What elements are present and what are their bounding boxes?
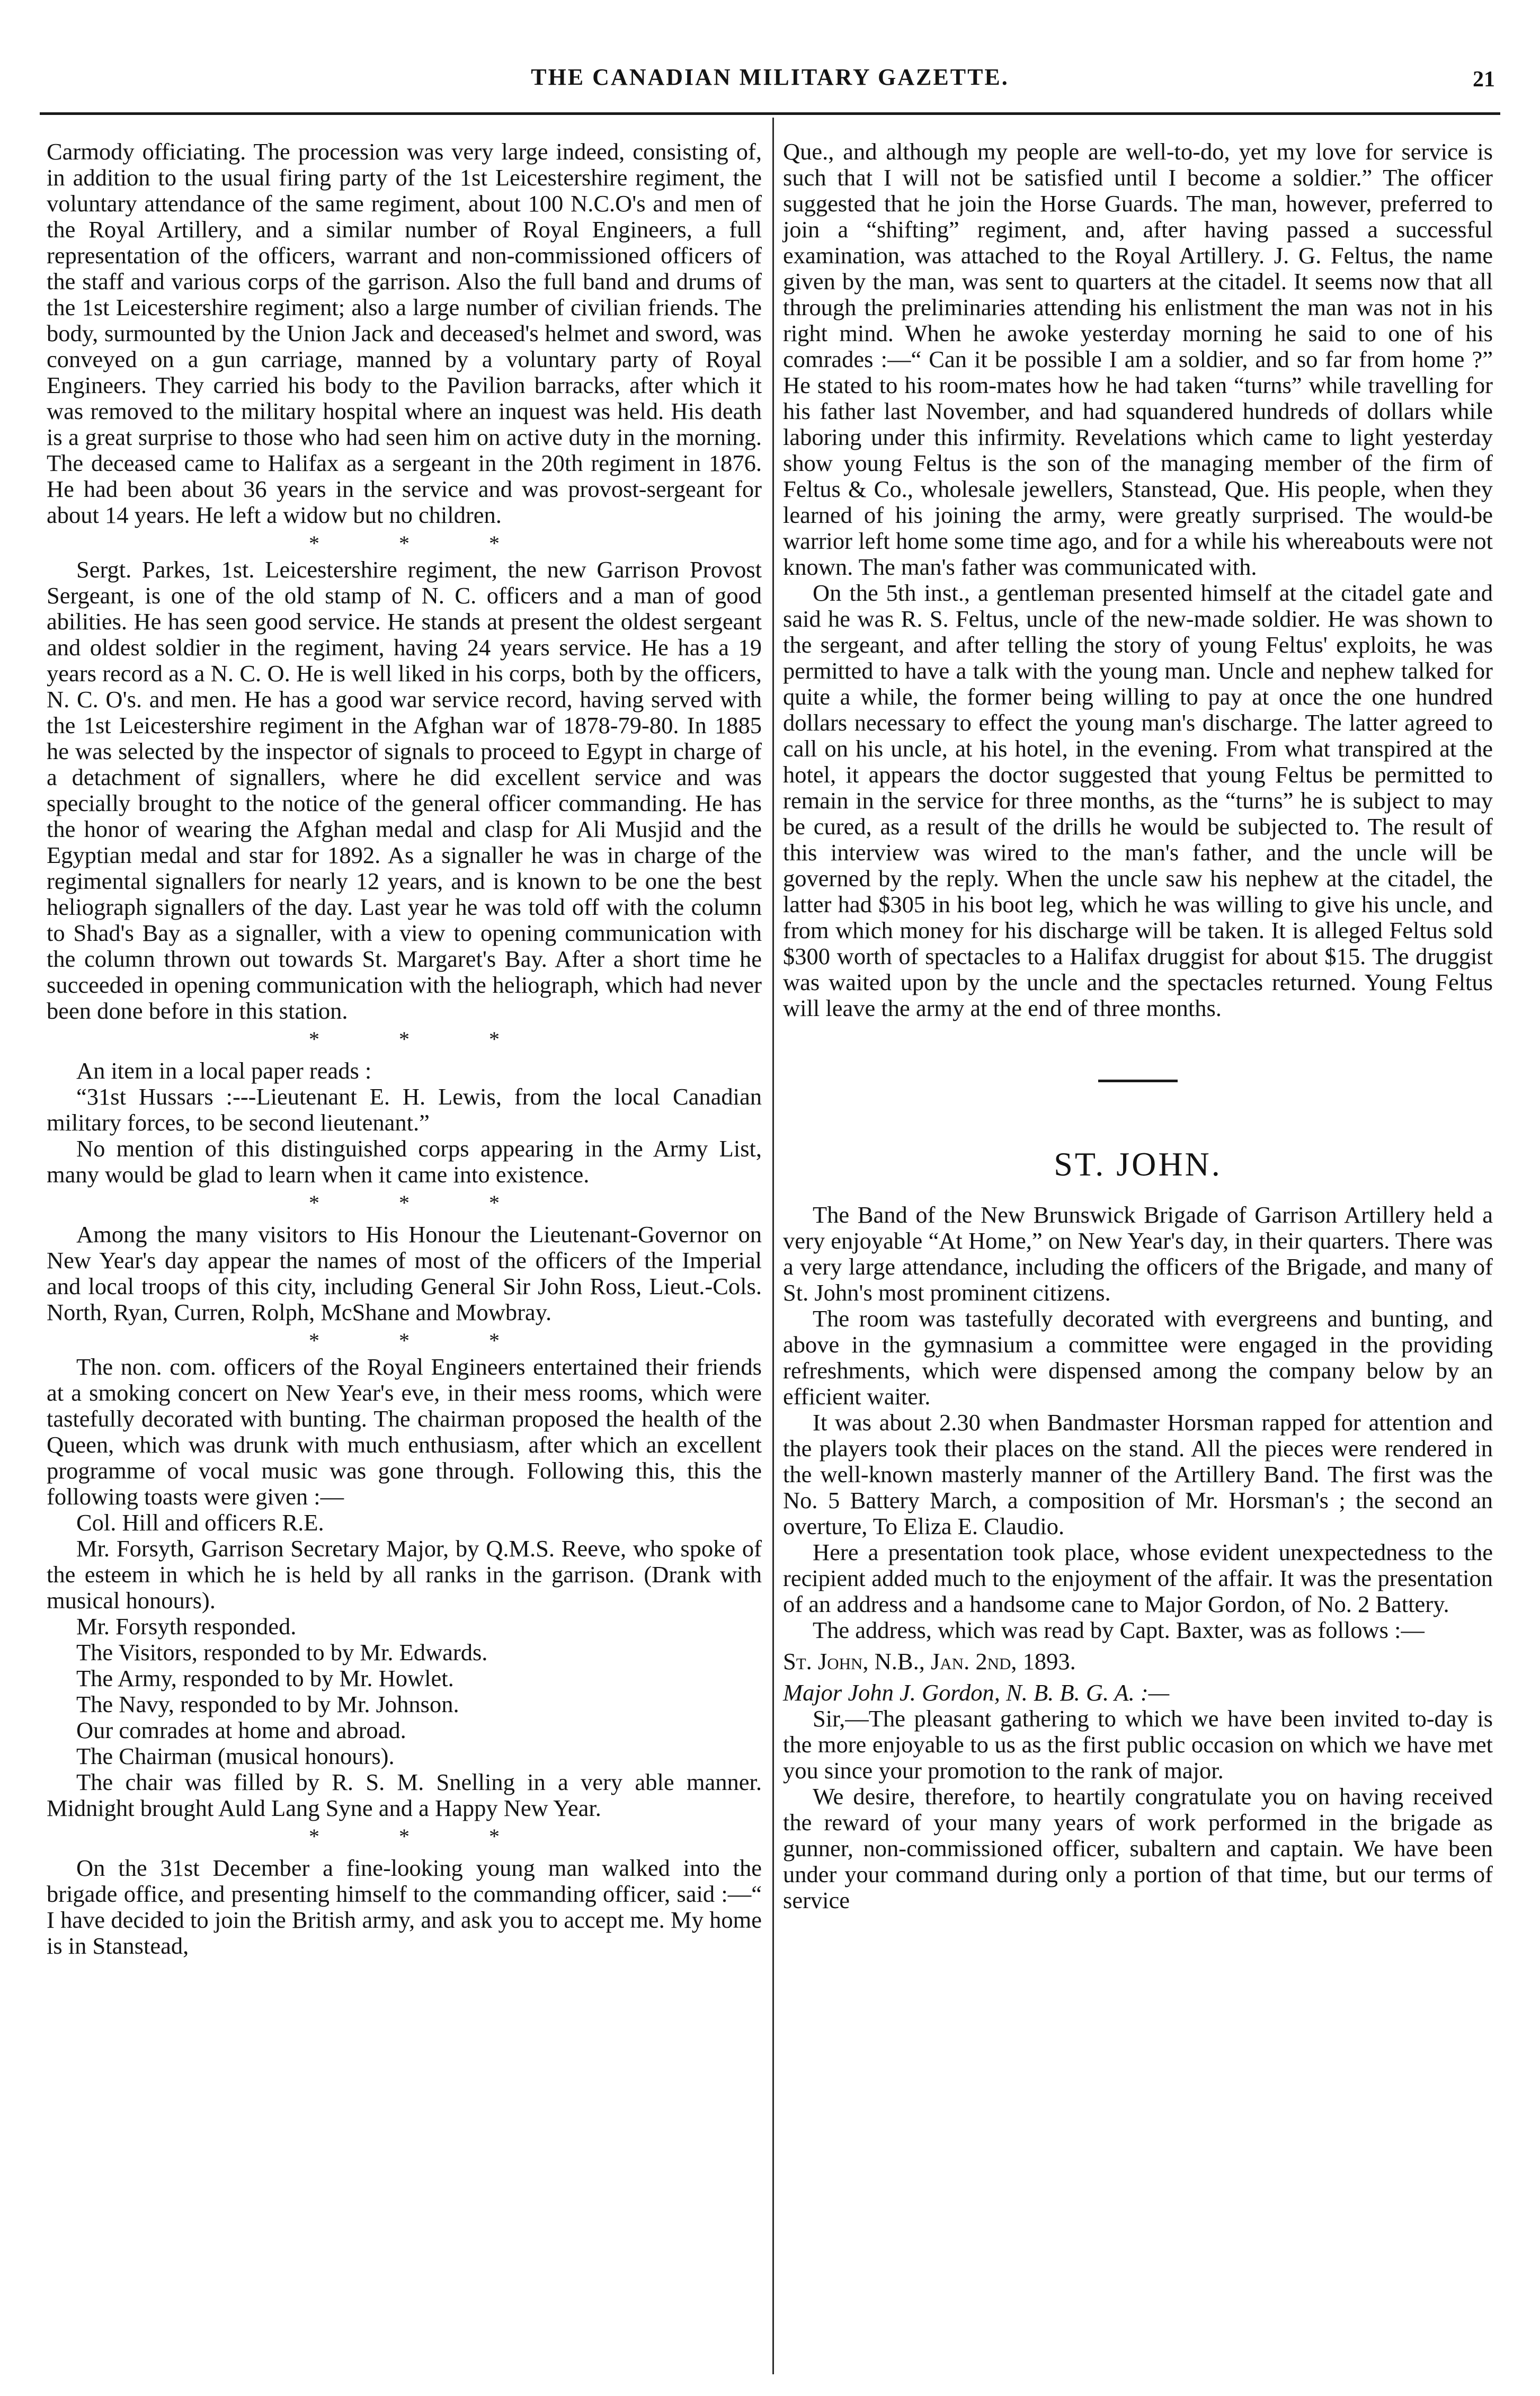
toast-item: The Army, responded to by Mr. Howlet. [76,1665,454,1691]
section-separator: * * * [309,1027,537,1051]
page-header [40,53,1500,106]
letter-dateline: St. John, N.B., Jan. 2nd, 1893. [783,1648,1076,1674]
paragraph: Sir,—The pleasant gathering to which we have been invited to-day is the more enjoyable to us as the first public occasion on which we have met you since your promotion to the rank of major. [783,1705,1493,1784]
toast-item: The Navy, responded to by Mr. Johnson. [76,1691,459,1717]
toast-item: Mr. Forsyth responded. [76,1613,297,1640]
toast-item: The Chairman (musical honours). [76,1743,395,1769]
paragraph: Sergt. Parkes, 1st. Leicestershire regiment, the new Garrison Provost Sergeant, is one of the old stamp of N. C. officers and a man of good abilities. He has seen good service. He stands at present the oldest sergeant and oldest soldier in the regiment, having 24 years service. He has a 19 years record as a N. C. O. He is well liked in his corps, both by the officers, N. C. O's. and men. He has a good war service record, having served with the 1st Leicestershire regiment in the Afghan war of 1878-79-80. In 1885 he was selected by the inspector of signals to proceed to Egypt in charge of a detachment of signallers, where he did excellent service and was specially brought to the notice of the general officer commanding. He has the honor of wearing the Afghan medal and clasp for Ali Musjid and the Egyptian medal and star for 1892. As a signaller he was in charge of the regimental signallers for nearly 12 years, and is known to be one the best heliograph signallers of the day. Last year he was told off with the column to Shad's Bay as a signaller, with a view to opening communication with the column thrown out towards St. Margaret's Bay. After a short time he succeeded in opening communication with the heliograph, which had never been done before in this station. [47,556,762,1024]
paragraph: It was about 2.30 when Bandmaster Horsman rapped for attention and the players took their places on the stand. All the pieces were rendered in the well-known masterly manner of the Artillery Band. The first was the No. 5 Battery March, a composition of Mr. Horsman's ; the second an overture, To Eliza E. Claudio. [783,1409,1493,1539]
header-rule [40,112,1500,115]
page-number: 21 [1473,67,1495,92]
paragraph: Que., and although my people are well-to-do, yet my love for service is such that I will not be satisfied until I become a soldier.” The officer suggested that he join the Horse Guards. The man, however, preferred to join a “shifting” regiment, and, after having passed a successful examination, was attached to the Royal Artillery. J. G. Feltus, the name given by the man, was sent to quarters at the citadel. It seems now that all through the preliminaries attending his enlistment the man was not in his right mind. When he awoke yesterday morning he said to one of his comrades :—“ Can it be possible I am a soldier, and so far from home ?” He stated to his room-mates how he had taken “turns” while travelling for his father last November, and had squandered hundreds of dollars while laboring under this infirmity. Revelations which came to light yesterday show young Feltus is the son of the managing member of the firm of Feltus & Co., wholesale jewellers, Stanstead, Que. His people, when they learned of his joining the army, were greatly surprised. The would-be warrior left home some time ago, and for a while his whereabouts were not known. The man's father was communicated with. [783,138,1493,580]
column-divider [772,118,774,2374]
letter-salutation: Major John J. Gordon, N. B. B. G. A. :— [783,1679,1170,1706]
toast-item: Mr. Forsyth, Garrison Secretary Major, by Q.M.S. Reeve, who spoke of the esteem in which he is held by all ranks in the garrison. (Drank with musical honours). [47,1535,762,1614]
publication-title: THE CANADIAN MILITARY GAZETTE. [531,64,1009,90]
paragraph: Among the many visitors to His Honour the Lieutenant-Governor on New Year's day appear the names of most of the officers of the Imperial and local troops of this city, including General Sir John Ross, Lieut.-Cols. North, Ryan, Curren, Rolph, McShane and Mowbray. [47,1221,762,1325]
toast-item: The Visitors, responded to by Mr. Edwards. [76,1639,488,1665]
paragraph: Here a presentation took place, whose evident unexpectedness to the recipient added much to the enjoyment of the affair. It was the presentation of an address and a handsome cane to Major Gordon, of No. 2 Battery. [783,1539,1493,1617]
section-rule [1098,1080,1178,1082]
paragraph: On the 5th inst., a gentleman presented himself at the citadel gate and said he was R. S. Feltus, uncle of the new-made soldier. He was shown to the sergeant, and after telling the story of young Feltus' exploits, he was permitted to have a talk with the young man. Uncle and nephew talked for quite a while, the former being willing to pay at once the one hundred dollars necessary to effect the young man's discharge. The latter agreed to call on his uncle, at his hotel, in the evening. From what transpired at the hotel, it appears the doctor suggested that young Feltus be permitted to remain in the service for three months, as the “turns” he is subject to may be cured, as a result of the drills he would be subjected to. The result of this interview was wired to the man's father, and the uncle will be governed by the reply. When the uncle saw his nephew at the citadel, the latter had $305 in his boot leg, which he was willing to give his uncle, and from which money for his discharge will be taken. It is alleged Feltus sold $300 worth of spectacles to a Halifax druggist for about $15. The druggist was waited upon by the uncle and the spectacles returned. Young Feltus will leave the army at the end of three months. [783,580,1493,1021]
quoted-item: “31st Hussars :---Lieutenant E. H. Lewis, from the local Canadian military forces, to be second lieutenant.” [47,1083,762,1136]
section-separator: * * * [309,1329,537,1352]
paragraph: The Band of the New Brunswick Brigade of Garrison Artillery held a very enjoyable “At Home,” on New Year's day, in their quarters. There was a very large attendance, including the officers of the Brigade, and many of St. John's most prominent citizens. [783,1201,1493,1306]
paragraph: The chair was filled by R. S. M. Snelling in a very able manner. Midnight brought Auld Lang Syne and a Happy New Year. [47,1769,762,1821]
paragraph: On the 31st December a fine-looking young man walked into the brigade office, and presenting himself to the commanding officer, said :—“ I have decided to join the British army, and ask you to accept me. My home is in Stanstead, [47,1855,762,1959]
section-separator: * * * [309,1191,537,1215]
paragraph: No mention of this distinguished corps appearing in the Army List, many would be glad to learn when it came into existence. [47,1135,762,1188]
paragraph: The address, which was read by Capt. Baxter, was as follows :— [813,1617,1425,1643]
paragraph: An item in a local paper reads : [76,1057,372,1084]
toast-item: Col. Hill and officers R.E. [76,1509,324,1536]
paragraph: Carmody officiating. The procession was very large indeed, consisting of, in addition to the usual firing party of the 1st Leicestershire regiment, the voluntary attendance of the same regiment, about 100 N.C.O's and men of the Royal Artillery, and a similar number of Royal Engineers, a full representation of the officers, warrant and non-commissioned officers of the staff and various corps of the garrison. Also the full band and drums of the 1st Leicestershire regiment; also a large number of civilian friends. The body, surmounted by the Union Jack and deceased's helmet and sword, was conveyed on a gun carriage, manned by a voluntary party of Royal Engineers. They carried his body to the Pavilion barracks, after which it was removed to the military hospital where an inquest was held. His death is a great surprise to those who had seen him on active duty in the morning. The deceased came to Halifax as a sergeant in the 20th regiment in 1876. He had been about 36 years in the service and was provost-sergeant for about 14 years. He left a widow but no children. [47,138,762,528]
toast-item: Our comrades at home and abroad. [76,1717,406,1743]
paragraph: We desire, therefore, to heartily congratulate you on having received the reward of your many years of work performed in the brigade as gunner, non-commissioned officer, subaltern and captain. We have been under your command during only a portion of that time, but our terms of service [783,1783,1493,1913]
section-separator: * * * [309,531,537,555]
paragraph: The non. com. officers of the Royal Engineers entertained their friends at a smoking concert on New Year's eve, in their mess rooms, which were tastefully decorated with bunting. The chairman proposed the health of the Queen, which was drunk with much enthusiasm, after which an excellent programme of vocal music was gone through. Following this, this the following toasts were given :— [47,1353,762,1510]
section-title: ST. JOHN. [1054,1145,1222,1183]
section-separator: * * * [309,1824,537,1848]
paragraph: The room was tastefully decorated with evergreens and bunting, and above in the gymnasium a committee were engaged in the providing refreshments, which were dispensed among the company below by an efficient waiter. [783,1305,1493,1410]
right-column [783,139,1493,1913]
left-column [47,139,762,1959]
